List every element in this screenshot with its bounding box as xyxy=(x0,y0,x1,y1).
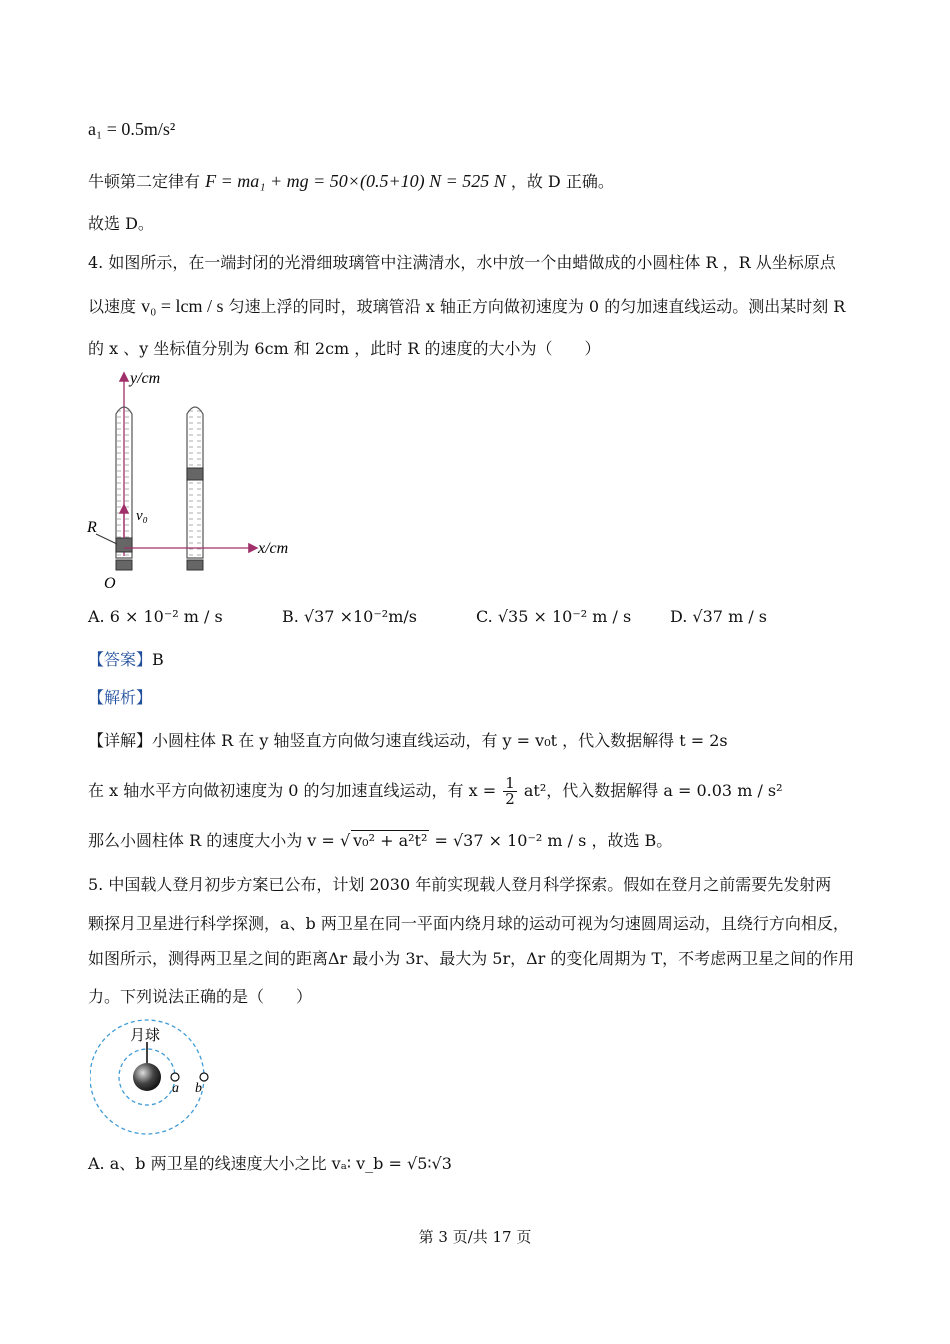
right-tube xyxy=(187,407,203,570)
q4-line2 xyxy=(88,295,845,318)
q5-line2: 颗探月卫星进行科学探测，a、b 两卫星在同一平面内绕月球的运动可视为匀速圆周运动，且绕行方向相反， xyxy=(88,914,849,933)
q4-answer xyxy=(88,649,164,671)
satellite-b xyxy=(200,1073,208,1081)
q4-detail3: 那么小圆柱体 R 的速度大小为 v = √ v₀² + a²t² = √37 × 10⁻² m / s ，故选 B。 xyxy=(88,831,673,850)
b-label: b xyxy=(195,1081,202,1096)
x-axis-label: x/cm xyxy=(258,540,289,557)
page-footer: 第 3 页/共 17 页 xyxy=(418,1228,532,1246)
r-label: R xyxy=(87,519,97,536)
v0-label: v₀ xyxy=(136,508,148,524)
newton-equation: F = ma₁ + mg = 50×(0.5+10) N = 525 N xyxy=(205,171,506,191)
q5-orbit-figure xyxy=(90,1018,220,1136)
detail3-sqrt: v₀² + a²t² xyxy=(353,831,428,850)
prev-choice: 故选 D。 xyxy=(88,214,154,233)
detail1-text: 小圆柱体 R 在 y 轴竖直方向做匀速直线运动，有 y = v₀t ，代入数据解得 t = 2s xyxy=(152,731,728,750)
q5-line3: 如图所示，测得两卫星之间的距离Δr 最小为 3r、最大为 5r，Δr 的变化周期为 T，不考虑两卫星之间的作用 xyxy=(88,949,855,968)
detail-tag: 【详解】 xyxy=(88,731,153,750)
a1-equation: a₁ = 0.5m/s² xyxy=(88,119,176,139)
q4-tube-figure xyxy=(84,366,314,592)
half-fraction: $\frac{1}{2}$ xyxy=(505,774,515,808)
q4-option-a: A. 6 × 10⁻² m / s xyxy=(88,607,223,626)
satellite-a xyxy=(171,1073,179,1081)
q4-option-b: B. √37 ×10⁻²m/s xyxy=(282,607,417,626)
q4-v0: v₀ = lcm / s xyxy=(141,296,224,316)
q4-option-c: C. √35 × 10⁻² m / s xyxy=(476,607,632,626)
origin-label: O xyxy=(104,575,116,592)
q4-line3: 的 x 、y 坐标值分别为 6cm 和 2cm ，此时 R 的速度的大小为（ ） xyxy=(88,339,601,358)
q4-option-d: D. √37 m / s xyxy=(670,607,768,626)
q5-line1: 5. 中国载人登月初步方案已公布，计划 2030 年前实现载人登月科学探索。假如在登月之前需要先发射两 xyxy=(88,875,832,894)
answer-tag: 【答案】 xyxy=(88,650,153,669)
analysis-tag: 【解析】 xyxy=(88,688,153,707)
detail2-a: 在 x 轴水平方向做初速度为 0 的匀加速直线运动，有 x = xyxy=(88,781,497,800)
detail2-b: at²，代入数据解得 a = 0.03 m / s² xyxy=(523,781,783,800)
a-label: a xyxy=(172,1081,179,1096)
moon-label: 月球 xyxy=(130,1028,161,1044)
detail3-a: 那么小圆柱体 R 的速度大小为 v = xyxy=(88,831,335,850)
q4-line2-b: 匀速上浮的同时，玻璃管沿 x 轴正方向做初速度为 0 的匀加速直线运动。测出某时刻 R xyxy=(228,297,846,316)
q4-detail2 xyxy=(88,776,783,807)
left-tube xyxy=(116,407,132,570)
newton-suffix: ，故 D 正确。 xyxy=(510,172,614,191)
answer-value: B xyxy=(152,650,164,669)
newton-line xyxy=(88,170,614,193)
y-axis-label: y/cm xyxy=(130,370,161,387)
q4-line2-a: 以速度 xyxy=(88,297,137,316)
q5-line4: 力。下列说法正确的是（ ） xyxy=(88,987,313,1006)
q5-option-a: A. a、b 两卫星的线速度大小之比 vₐ∶ v_b = √5∶√3 xyxy=(88,1154,452,1173)
detail3-b: = √37 × 10⁻² m / s ，故选 B。 xyxy=(434,831,673,850)
moon xyxy=(133,1063,161,1091)
q4-detail1 xyxy=(88,730,728,752)
newton-prefix: 牛顿第二定律有 xyxy=(88,172,201,191)
q4-line1: 4. 如图所示，在一端封闭的光滑细玻璃管中注满清水，水中放一个由蜡做成的小圆柱体 R ，R 从坐标原点 xyxy=(88,253,836,272)
